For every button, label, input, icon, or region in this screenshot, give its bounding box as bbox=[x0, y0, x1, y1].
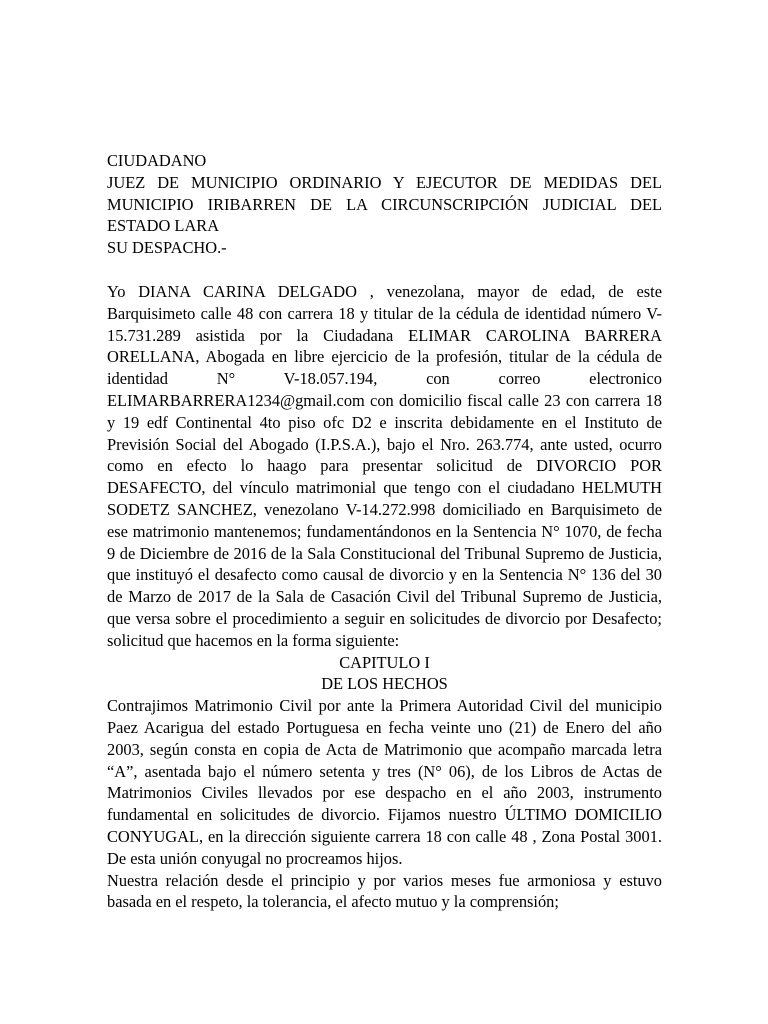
chapter-subtitle: DE LOS HECHOS bbox=[321, 674, 448, 694]
facts-paragraph-2: Nuestra relación desde el principio y por varios meses fue armoniosa y estuvo basada en el respeto, la tolerancia, el afecto mutuo y la comprensión; bbox=[107, 870, 662, 912]
intro-paragraph: Yo DIANA CARINA DELGADO , venezolana, mayor de edad, de este Barquisimeto calle 48 con carrera 18 y titular de la cédula de identidad número V- 15.731.289 asistida por la Ciudadana ELIMAR CAROLINA BARRERA ORELLANA, Abogada en libre ejercicio de la profesión, titular de la cédula de identidad N° V-18.057.194, con correo electronico ELIMARBARRERA1234@gmail.com con domicilio fiscal calle 23 con carrera 18 y 19 edf Continental 4to piso ofc D2 e inscrita debidamente en el Instituto de Previsión Social del Abogado (I.P.S.A.), bajo el Nro. 263.774, ante usted, ocurro como en efecto lo haago para presentar solicitud de DIVORCIO POR DESAFECTO, del vínculo matrimonial que tengo con el ciudadano HELMUTH SODETZ SANCHEZ, venezolano V-14.272.998 domiciliado en Barquisimeto de ese matrimonio mantenemos; fundamentándonos en la Sentencia N° 1070, de fecha 9 de Diciembre de 2016 de la Sala Constitucional del Tribunal Supremo de Justicia, que instituyó el desafecto como causal de divorcio y en la Sentencia N° 136 del 30 de Marzo de 2017 de la Sala de Casación Civil del Tribunal Supremo de Justicia, que versa sobre el procedimiento a seguir en solicitudes de divorcio por Desafecto; solicitud que hacemos en la forma siguiente: bbox=[107, 281, 662, 650]
addressee-title: CIUDADANO bbox=[107, 151, 207, 170]
addressee-office: SU DESPACHO.- bbox=[107, 238, 227, 258]
spacer bbox=[107, 259, 662, 281]
addressee-court: JUEZ DE MUNICIPIO ORDINARIO Y EJECUTOR DE MEDIDAS DEL MUNICIPIO IRIBARREN DE LA CIRCUNSCRIPCIÓN JUDICIAL DEL ESTADO LARA bbox=[107, 172, 662, 236]
chapter-title: CAPITULO I bbox=[339, 652, 430, 672]
document-page bbox=[107, 150, 662, 913]
facts-paragraph-1: Contrajimos Matrimonio Civil por ante la Primera Autoridad Civil del municipio Paez Acarigua del estado Portuguesa en fecha veinte uno (21) de Enero del año 2003, según consta en copia de Acta de Matrimonio que acompaño marcada letra “A”, asentada bajo el número setenta y tres (N° 06), de los Libros de Actas de Matrimonios Civiles llevados por ese despacho en el año 2003, instrumento fundamental en solicitudes de divorcio. Fijamos nuestro ÚLTIMO DOMICILIO CONYUGAL, en la dirección siguiente carrera 18 con calle 48 , Zona Postal 3001. De esta unión conyugal no procreamos hijos. bbox=[107, 696, 662, 868]
